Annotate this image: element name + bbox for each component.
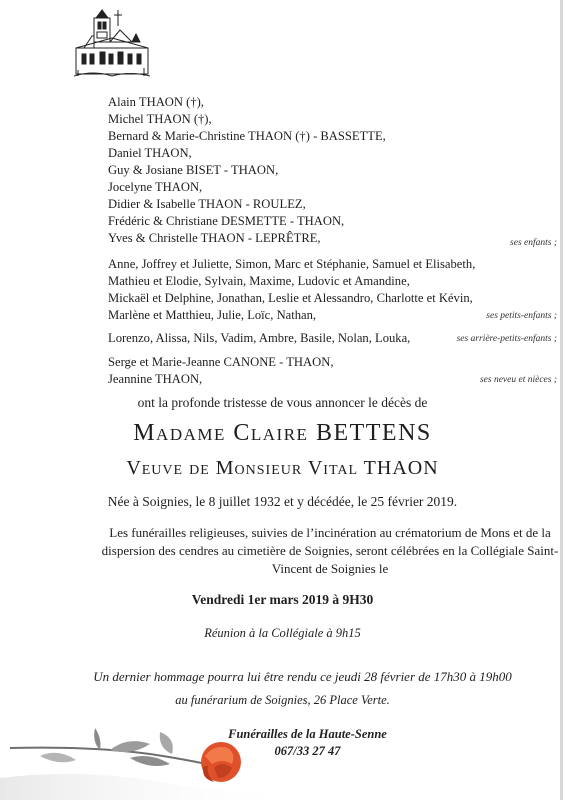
family-line: Frédéric & Christiane DESMETTE - THAON, xyxy=(108,214,345,228)
funeral-text: Les funérailles religieuses, suivies de l’incinération au crématorium de Mons et de la dispersion des cendres au cimetière de Soignies, seront célébrées en la Collégiale Saint-Vincent de Soignies le xyxy=(101,525,559,576)
relation-label: ses neveu et nièces ; xyxy=(479,375,557,385)
family-line: Alain THAON (†), xyxy=(108,95,204,109)
relation-label: ses arrière-petits-enfants ; xyxy=(456,334,557,344)
relation-label: ses enfants ; xyxy=(510,238,557,248)
family-line: Bernard & Marie-Christine THAON (†) - BASSETTE, xyxy=(108,129,386,143)
family-line: Lorenzo, Alissa, Nils, Vadim, Ambre, Basile, Nolan, Louka, xyxy=(108,331,411,345)
funeral-date: Vendredi 1er mars 2019 à 9H30 xyxy=(191,592,374,607)
church-icon xyxy=(74,8,150,78)
family-line: Jeannine THAON, xyxy=(108,372,203,386)
family-line: Michel THAON (†), xyxy=(108,112,212,126)
family-line: Didier & Isabelle THAON - ROULEZ, xyxy=(108,197,306,211)
homage-place: au funérarium de Soignies, 26 Place Verte. xyxy=(175,693,390,707)
relation-label: ses petits-enfants ; xyxy=(486,311,557,321)
rose-icon xyxy=(0,708,300,800)
funeral-home: Funérailles de la Haute-Senne xyxy=(228,727,387,741)
family-line: Serge et Marie-Jeanne CANONE - THAON, xyxy=(108,355,334,369)
family-line: Daniel THAON, xyxy=(108,146,192,160)
birth-death-dates: Née à Soignies, le 8 juillet 1932 et y décédée, le 25 février 2019. xyxy=(107,494,458,509)
family-line: Mickaël et Delphine, Jonathan, Leslie et Alessandro, Charlotte et Kévin, xyxy=(108,291,473,305)
meeting-info: Réunion à la Collégiale à 9h15 xyxy=(204,626,361,640)
family-line: Anne, Joffrey et Juliette, Simon, Marc et Stéphanie, Samuel et Elisabeth, xyxy=(108,257,476,271)
family-line: Marlène et Matthieu, Julie, Loïc, Nathan, xyxy=(108,308,317,322)
family-line: Yves & Christelle THAON - LEPRÊTRE, xyxy=(108,231,321,245)
family-line: Mathieu et Elodie, Sylvain, Maxime, Ludovic et Amandine, xyxy=(108,274,410,288)
deceased-name: Madame Claire BETTENS xyxy=(133,420,432,446)
family-line: Jocelyne THAON, xyxy=(108,180,203,194)
deceased-widow: Veuve de Monsieur Vital THAON xyxy=(126,457,439,479)
funeral-home-phone: 067/33 27 47 xyxy=(274,744,341,758)
homage-line: Un dernier hommage pourra lui être rendu ce jeudi 28 février de 17h30 à 19h00 xyxy=(93,669,512,684)
family-line: Guy & Josiane BISET - THAON, xyxy=(108,163,279,177)
announcement: ont la profonde tristesse de vous annoncer le décès de xyxy=(137,395,428,410)
